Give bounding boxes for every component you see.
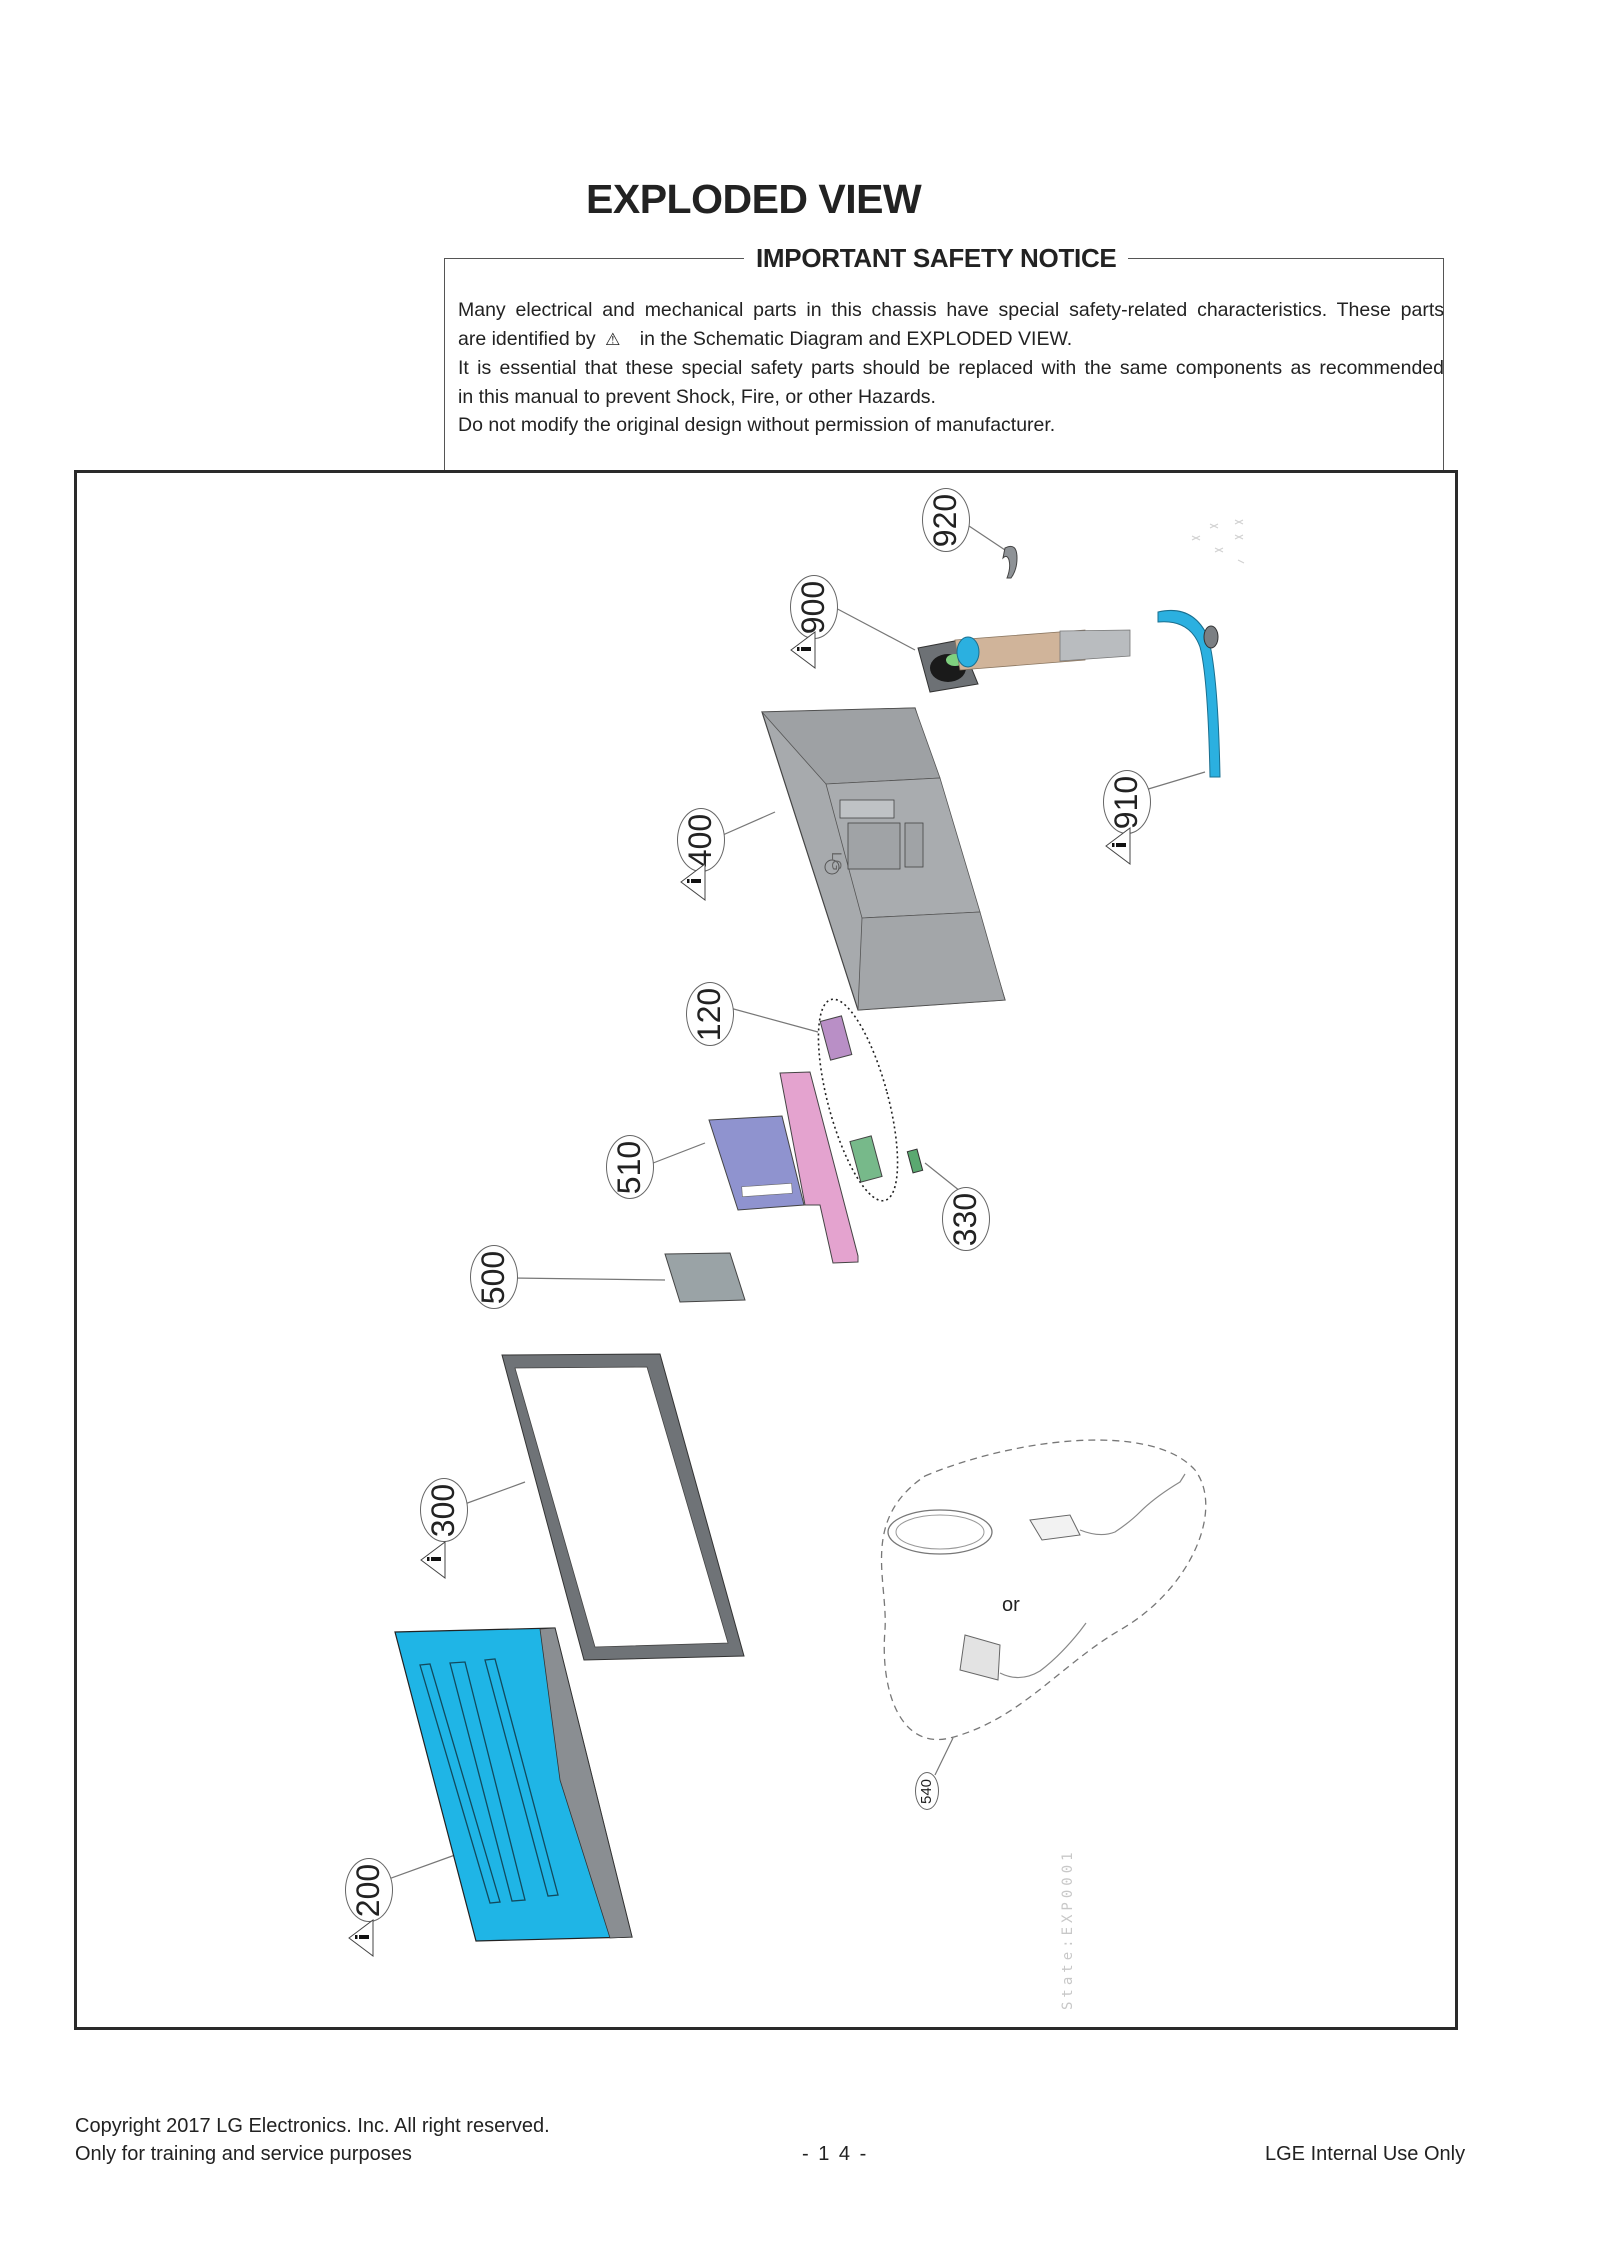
accessory-or-label: or [1002,1594,1020,1616]
notice-line-2-end: in the Schematic Diagram and EXPLODED VIEW. [639,327,1073,350]
safety-warning-icon [1105,826,1131,866]
footer-copyright: Copyright 2017 LG Electronics. Inc. All right reserved. [75,2115,550,2137]
callout-200: 200 [345,1858,393,1922]
callout-920: 920 [922,488,970,552]
stand-neck-assembly [918,630,1130,692]
callout-900: 900 [790,575,838,639]
notice-line-4: in this manual to prevent Shock, Fire, or other Hazards. [458,385,936,408]
lg-logo-text: LG [829,852,845,871]
callout-500: 500 [470,1245,518,1309]
notice-line-5: Do not modify the original design without permission of manufacturer. [458,414,1056,437]
drawing-stamp: State:EXP0001 [1060,1848,1076,2010]
callout-120: 120 [686,982,734,1046]
main-board-assembly [709,1072,858,1263]
page-title: EXPLODED VIEW [586,176,922,222]
safety-notice-heading: IMPORTANT SAFETY NOTICE [744,243,1128,274]
page-number: - 1 4 - [802,2143,869,2165]
stand-strap [1158,610,1220,777]
back-cover [762,708,1005,1010]
notice-line-2-start: are identified by [458,327,596,350]
callout-540: 540 [915,1772,939,1810]
notice-line-1: Many electrical and mechanical parts in this chassis have special safety-related characteristics. These parts [458,299,1444,321]
callout-910: 910 [1103,770,1151,834]
accessory-group [882,1440,1206,1740]
footer-purpose: Only for training and service purposes [75,2143,412,2165]
callout-400: 400 [677,808,725,872]
backlight-panel [395,1628,632,1941]
safety-warning-icon [680,862,706,902]
callout-330: 330 [942,1187,990,1251]
footer-classification: LGE Internal Use Only [1265,2143,1466,2165]
callout-510: 510 [606,1135,654,1199]
middle-frame [502,1354,744,1660]
safety-warning-icon [420,1540,446,1580]
faint-marks [1192,520,1244,563]
pcb-board [665,1253,745,1302]
callout-300: 300 [420,1478,468,1542]
notice-line-3: It is essential that these special safety parts should be replaced with the same components as recommended [458,357,1444,380]
safety-warning-icon [348,1918,374,1958]
safety-warning-icon [790,630,816,670]
warning-triangle-icon: ⚠ [605,329,621,349]
